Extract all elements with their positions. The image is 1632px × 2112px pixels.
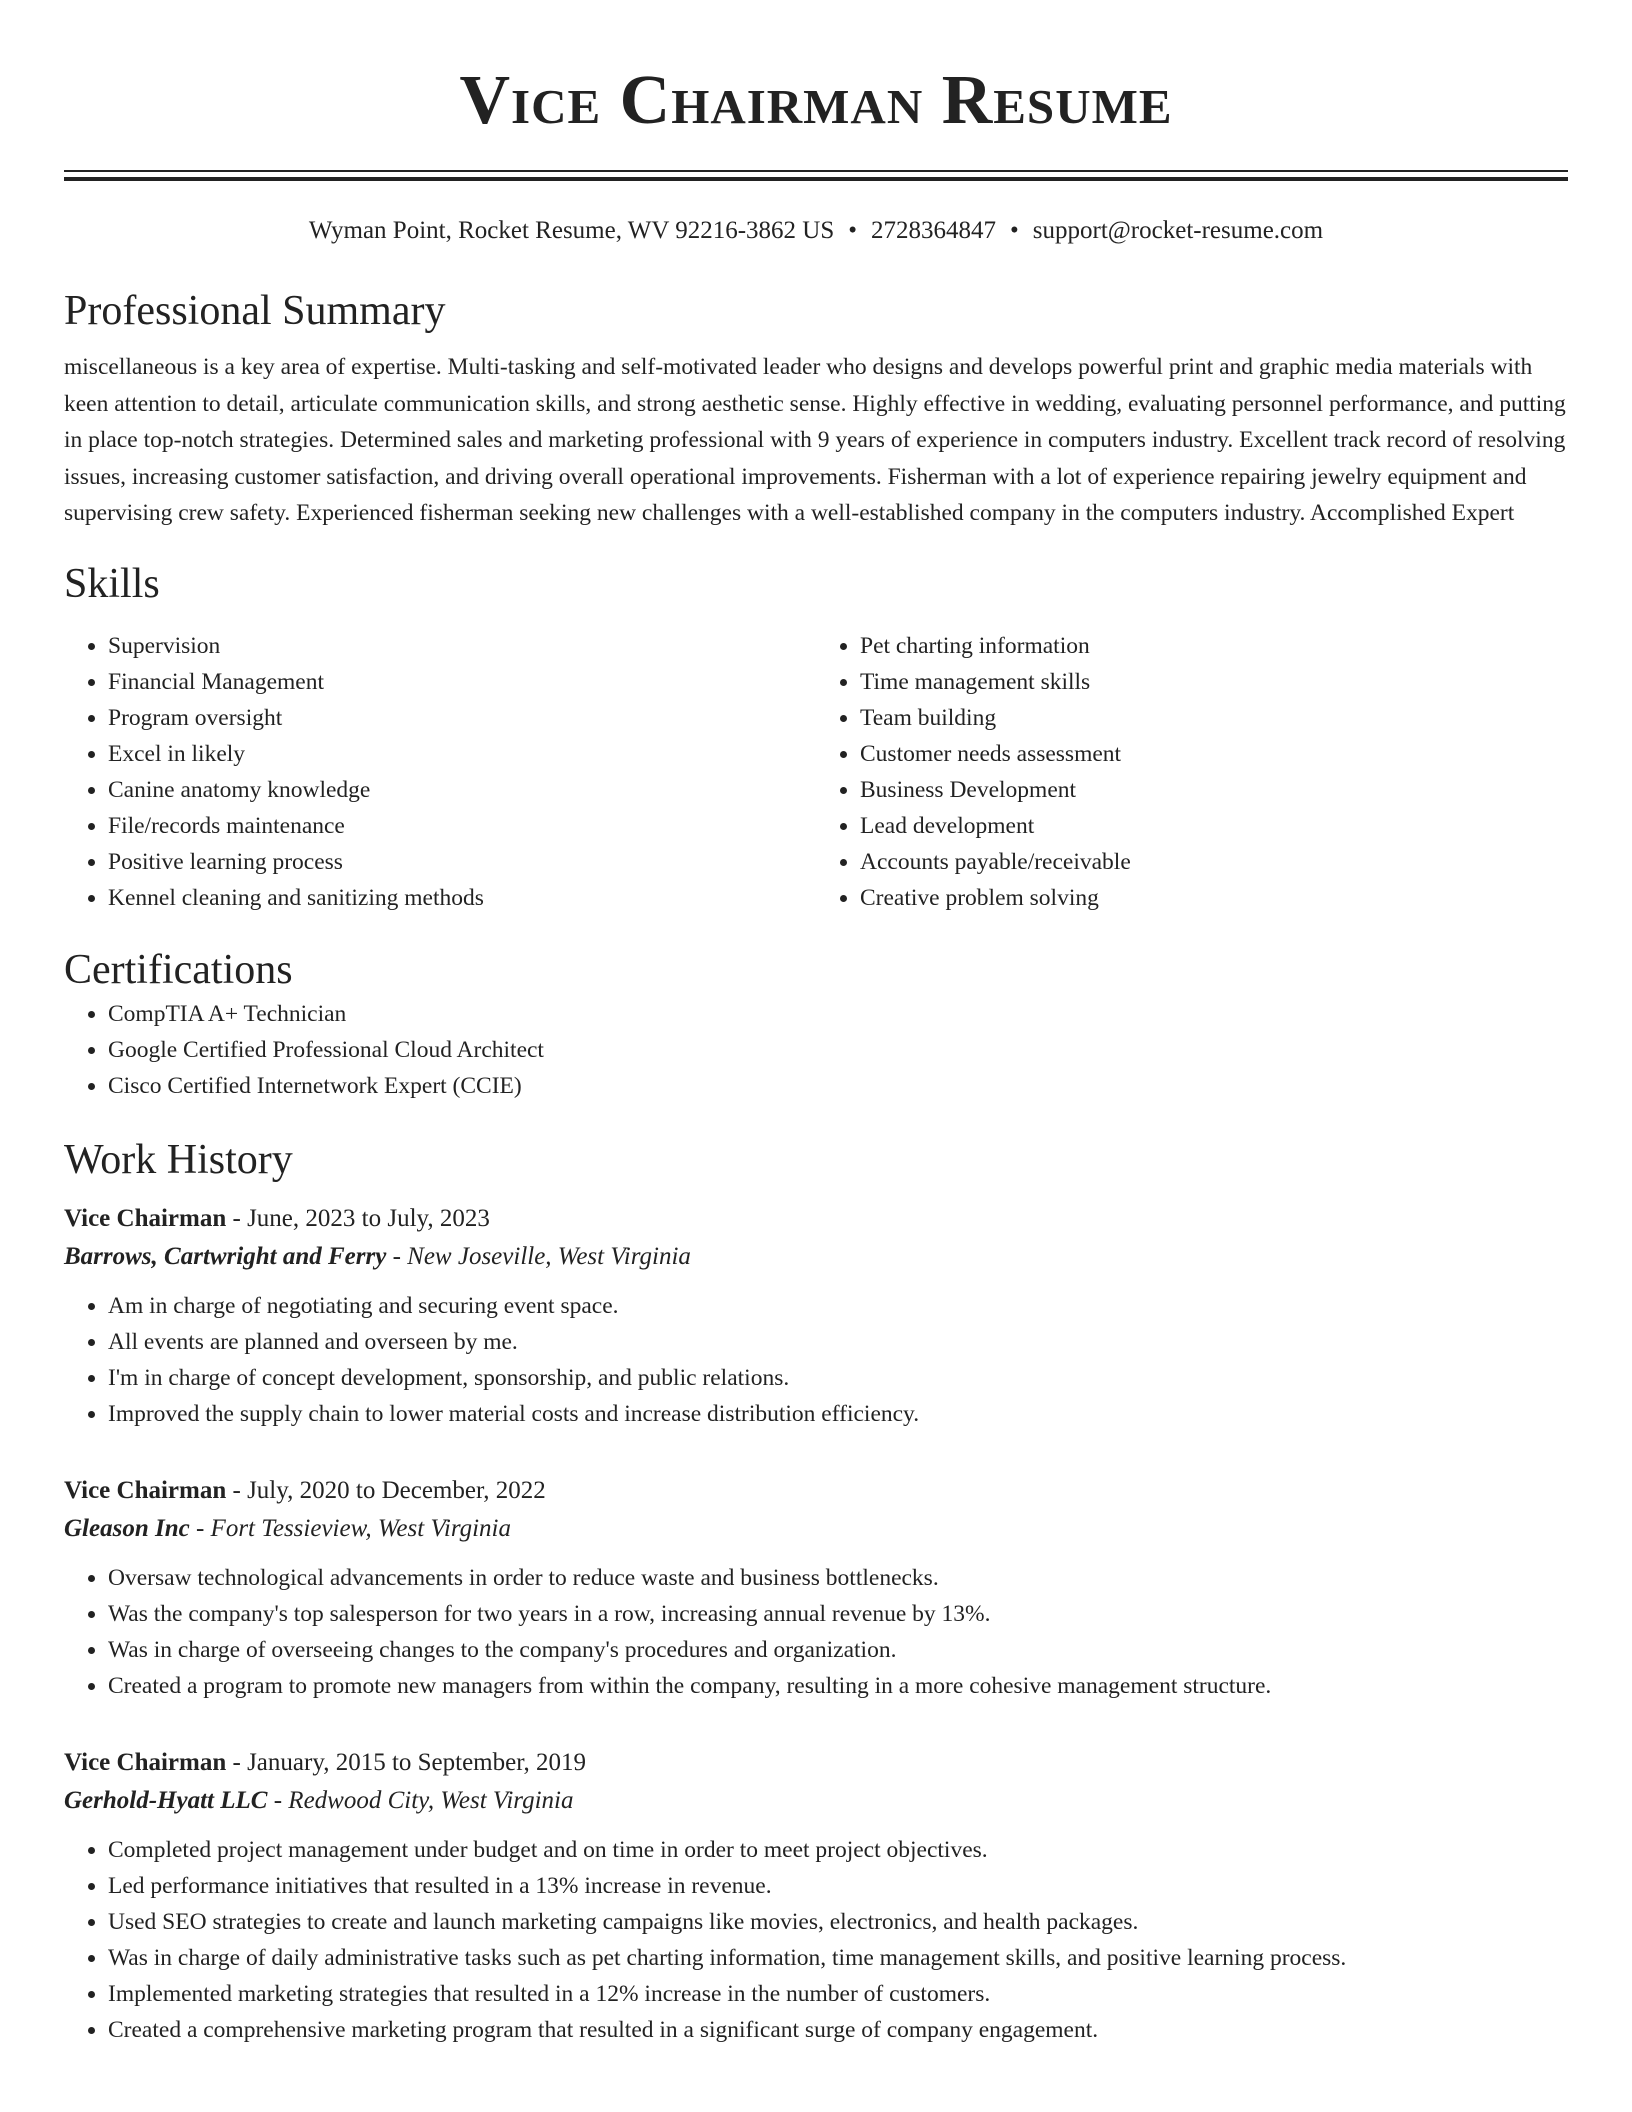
job-company-line — [64, 1782, 1568, 1820]
job-bullet: • All events are planned and overseen by me. — [108, 1324, 1568, 1360]
skills-list-right — [816, 628, 1568, 916]
skills-heading: Skills — [64, 560, 160, 607]
job-company-line — [64, 1238, 1568, 1276]
job-bullet: • Was in charge of overseeing changes to the company's procedures and organization. — [108, 1632, 1568, 1668]
job-bullet: • Am in charge of negotiating and securing event space. — [108, 1288, 1568, 1324]
skill-item: • Lead development — [860, 808, 1568, 844]
certifications-heading: Certifications — [64, 946, 293, 993]
certification-item: • Cisco Certified Internetwork Expert (CCIE) — [108, 1068, 1568, 1104]
skills-list-left — [64, 628, 816, 916]
work-history-heading: Work History — [64, 1136, 293, 1183]
skill-item: • Supervision — [108, 628, 816, 664]
job-bullet: • Was in charge of daily administrative tasks such as pet charting information, time management skills, and positive learning process. — [108, 1940, 1568, 1976]
job-bullet: • Improved the supply chain to lower material costs and increase distribution efficiency. — [108, 1396, 1568, 1432]
contact-separator: • — [1010, 217, 1019, 244]
contact-address: Wyman Point, Rocket Resume, WV 92216-3862 US — [308, 217, 835, 244]
skill-item: • Customer needs assessment — [860, 736, 1568, 772]
title-double-rule — [64, 170, 1568, 181]
certification-item: • Google Certified Professional Cloud Architect — [108, 1032, 1568, 1068]
job-bullet: • Oversaw technological advancements in order to reduce waste and business bottlenecks. — [108, 1560, 1568, 1596]
contact-phone: 2728364847 — [871, 217, 997, 244]
job-bullet: • I'm in charge of concept development, sponsorship, and public relations. — [108, 1360, 1568, 1396]
certification-item: • CompTIA A+ Technician — [108, 996, 1568, 1032]
skill-item: • File/records maintenance — [108, 808, 816, 844]
job-company-line — [64, 1510, 1568, 1548]
resume-title: Vice Chairman Resume — [459, 62, 1173, 139]
job-bullet: • Completed project management under budget and on time in order to meet project objectives. — [108, 1832, 1568, 1868]
skill-item: • Canine anatomy knowledge — [108, 772, 816, 808]
skill-item: • Kennel cleaning and sanitizing methods — [108, 880, 816, 916]
job-entry — [64, 1744, 1568, 2048]
job-location: - Fort Tessieview, West Virginia — [195, 1514, 512, 1542]
job-entry — [64, 1200, 1568, 1432]
job-bullets — [64, 1832, 1568, 2048]
contact-line — [64, 215, 1568, 247]
job-bullets — [64, 1288, 1568, 1432]
job-bullet: • Led performance initiatives that resulted in a 13% increase in revenue. — [108, 1868, 1568, 1904]
job-title-line — [64, 1200, 1568, 1238]
job-title-line — [64, 1744, 1568, 1782]
skill-item: • Creative problem solving — [860, 880, 1568, 916]
job-title: Vice Chairman — [64, 1204, 227, 1232]
job-dates: - January, 2015 to September, 2019 — [232, 1748, 587, 1776]
skills-columns — [64, 628, 1568, 916]
contact-separator: • — [848, 217, 858, 244]
contact-email: support@rocket-resume.com — [1032, 217, 1324, 244]
job-title: Vice Chairman — [64, 1476, 227, 1504]
skill-item: • Program oversight — [108, 700, 816, 736]
job-company: Gleason Inc — [64, 1514, 190, 1542]
skill-item: • Financial Management — [108, 664, 816, 700]
job-company: Gerhold-Hyatt LLC — [64, 1786, 268, 1814]
job-bullet: • Used SEO strategies to create and launch marketing campaigns like movies, electronics, and health packages. — [108, 1904, 1568, 1940]
job-title-line — [64, 1472, 1568, 1510]
job-location: - New Joseville, West Virginia — [392, 1242, 691, 1270]
skill-item: • Excel in likely — [108, 736, 816, 772]
job-dates: - June, 2023 to July, 2023 — [232, 1204, 490, 1232]
job-entry — [64, 1472, 1568, 1704]
job-bullets — [64, 1560, 1568, 1704]
skill-item: • Time management skills — [860, 664, 1568, 700]
job-bullet: • Created a comprehensive marketing program that resulted in a significant surge of company engagement. — [108, 2012, 1568, 2048]
job-location: - Redwood City, West Virginia — [273, 1786, 574, 1814]
skill-item: • Pet charting information — [860, 628, 1568, 664]
job-company: Barrows, Cartwright and Ferry — [64, 1242, 387, 1270]
skill-item: • Business Development — [860, 772, 1568, 808]
job-bullet: • Was the company's top salesperson for two years in a row, increasing annual revenue by 13%. — [108, 1596, 1568, 1632]
job-bullet: • Implemented marketing strategies that resulted in a 12% increase in the number of customers. — [108, 1976, 1568, 2012]
job-title: Vice Chairman — [64, 1748, 227, 1776]
job-bullet: • Created a program to promote new managers from within the company, resulting in a more cohesive management structure. — [108, 1668, 1568, 1704]
skill-item: • Team building — [860, 700, 1568, 736]
skill-item: • Accounts payable/receivable — [860, 844, 1568, 880]
certifications-list — [64, 996, 1568, 1104]
skill-item: • Positive learning process — [108, 844, 816, 880]
summary-heading: Professional Summary — [64, 288, 446, 334]
job-dates: - July, 2020 to December, 2022 — [232, 1476, 546, 1504]
summary-text: miscellaneous is a key area of expertise. Multi-tasking and self-motivated leader who designs and develops powerful print and graphic media materials with keen attention to detail, articulate communication skills, and strong aesthetic sense. Highly effective in wedding, evaluating personnel performance, and putting in place top-notch strategies. Determined sales and marketing professional with 9 years of experience in computers industry. Excellent track record of resolving issues, increasing customer satisfaction, and driving overall operational improvements. Fisherman with a lot of experience repairing jewelry equipment and supervising crew safety. Experienced fisherman seeking new challenges with a well-established company in the computers industry. Accomplished Expert — [64, 354, 1566, 526]
